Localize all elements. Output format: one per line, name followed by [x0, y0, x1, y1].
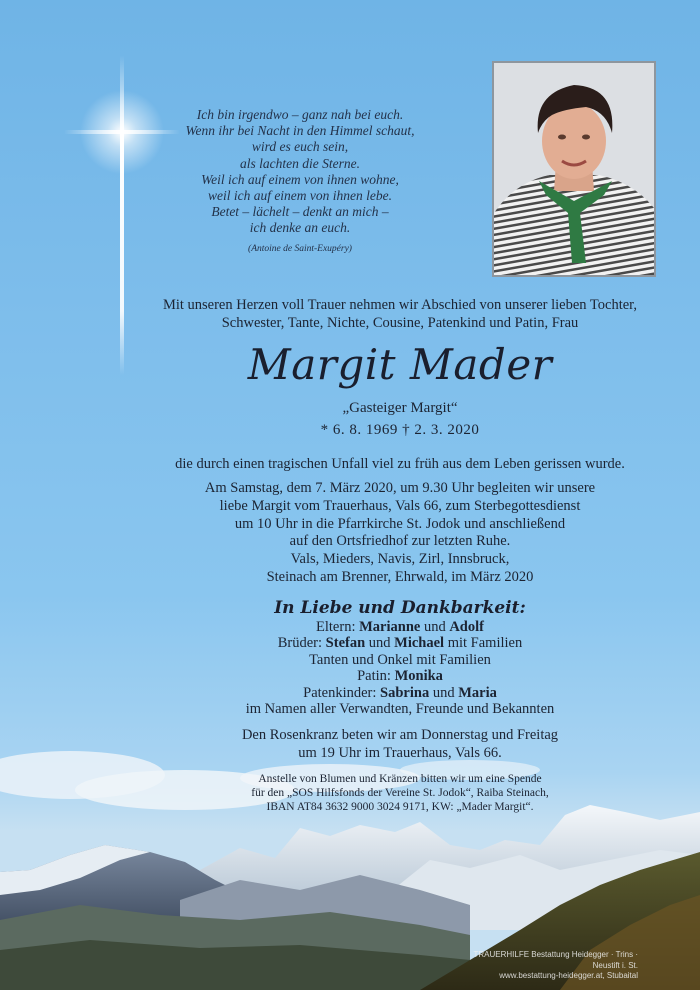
family-brothers: [150, 635, 650, 651]
poem: [170, 107, 430, 257]
family-label: Brüder:: [277, 635, 326, 652]
places-line: Vals, Mieders, Navis, Zirl, Innsbruck,: [290, 551, 510, 567]
intro-text: [150, 296, 650, 332]
poem-line: als lachten die Sterne.: [240, 155, 360, 171]
family-connector: und: [420, 619, 450, 635]
intro-line: Schwester, Tante, Nichte, Cousine, Patenkind und Patin, Frau: [221, 315, 579, 331]
deceased-nickname: „Gasteiger Margit“: [342, 400, 458, 416]
family-member: Sabrina: [380, 684, 430, 701]
family-member: Maria: [458, 684, 497, 701]
poem-line: Betet – lächelt – denkt an mich –: [211, 204, 389, 220]
donation-line: Anstelle von Blumen und Kränzen bitten wir um eine Spende: [258, 773, 542, 785]
family-connector: mit Familien: [444, 635, 523, 652]
undertaker-line: www.bestattung-heidegger.at, Stubaital: [499, 971, 638, 980]
funeral-line: liebe Margit vom Trauerhaus, Vals 66, zum Sterbegottesdienst: [219, 497, 581, 514]
family-godchildren: [150, 685, 650, 701]
donation-line: IBAN AT84 3632 9000 3024 9171, KW: „Mader Margit“.: [266, 801, 534, 814]
places-line: Steinach am Brenner, Ehrwald, im März 2020: [266, 568, 534, 585]
poem-line: ich denke an euch.: [249, 220, 351, 236]
poem-line: wird es euch sein,: [251, 139, 349, 155]
poem-line: weil ich auf einem von ihnen lebe.: [207, 188, 393, 204]
rosary-line: um 19 Uhr im Trauerhaus, Vals 66.: [298, 744, 502, 761]
poem-author: (Antoine de Saint-Exupéry): [248, 243, 352, 254]
family-connector: und: [365, 635, 395, 652]
poem-line: Wenn ihr bei Nacht in den Himmel schaut,: [185, 123, 415, 139]
family-parents: [150, 619, 650, 635]
family-member: Adolf: [449, 619, 484, 635]
deceased-name: Margit Mader: [247, 340, 553, 389]
funeral-text: [150, 480, 650, 551]
family-aunts: Tanten und Onkel mit Familien: [309, 651, 491, 668]
family-list: [150, 619, 650, 717]
life-dates: * 6. 8. 1969 † 2. 3. 2020: [320, 422, 480, 438]
portrait-photo: [492, 61, 656, 277]
family-label: Patin:: [357, 668, 395, 685]
family-label: Eltern:: [316, 619, 360, 635]
portrait-illustration: [494, 63, 654, 275]
poem-line: Ich bin irgendwo – ganz nah bei euch.: [196, 107, 404, 122]
family-member: Marianne: [359, 619, 421, 635]
poem-line: Weil ich auf einem von ihnen wohne,: [201, 171, 399, 187]
thanks-heading: In Liebe und Dankbarkeit:: [274, 598, 526, 618]
donation-line: für den „SOS Hilfsfonds der Vereine St. Jodok“, Raiba Steinach,: [251, 787, 549, 800]
places-text: [150, 551, 650, 587]
donation-text: [150, 772, 650, 815]
family-relatives: im Namen aller Verwandten, Freunde und Bekannten: [245, 701, 555, 718]
family-godchild: [150, 668, 650, 684]
funeral-line: auf den Ortsfriedhof zur letzten Ruhe.: [289, 533, 511, 550]
family-member: Stefan: [325, 635, 366, 652]
family-member: Michael: [394, 635, 445, 652]
funeral-line: um 10 Uhr in die Pfarrkirche St. Jodok und anschließend: [234, 515, 566, 532]
rosary-line: Den Rosenkranz beten wir am Donnerstag und Freitag: [241, 727, 559, 743]
accident-text: die durch einen tragischen Unfall viel zu früh aus dem Leben gerissen wurde.: [175, 456, 625, 472]
rosary-text: [150, 727, 650, 763]
funeral-line: Am Samstag, dem 7. März 2020, um 9.30 Uhr begleiten wir unsere: [204, 480, 596, 496]
undertaker-credit: [470, 950, 700, 982]
family-member: Monika: [394, 668, 443, 685]
intro-line: Mit unseren Herzen voll Trauer nehmen wir Abschied von unserer lieben Tochter,: [162, 297, 638, 313]
undertaker-line: TRAUERHILFE Bestattung Heidegger · Trins · Neustift i. St.: [473, 950, 638, 970]
family-connector: und: [429, 684, 459, 701]
family-label: Patenkinder:: [303, 684, 381, 701]
